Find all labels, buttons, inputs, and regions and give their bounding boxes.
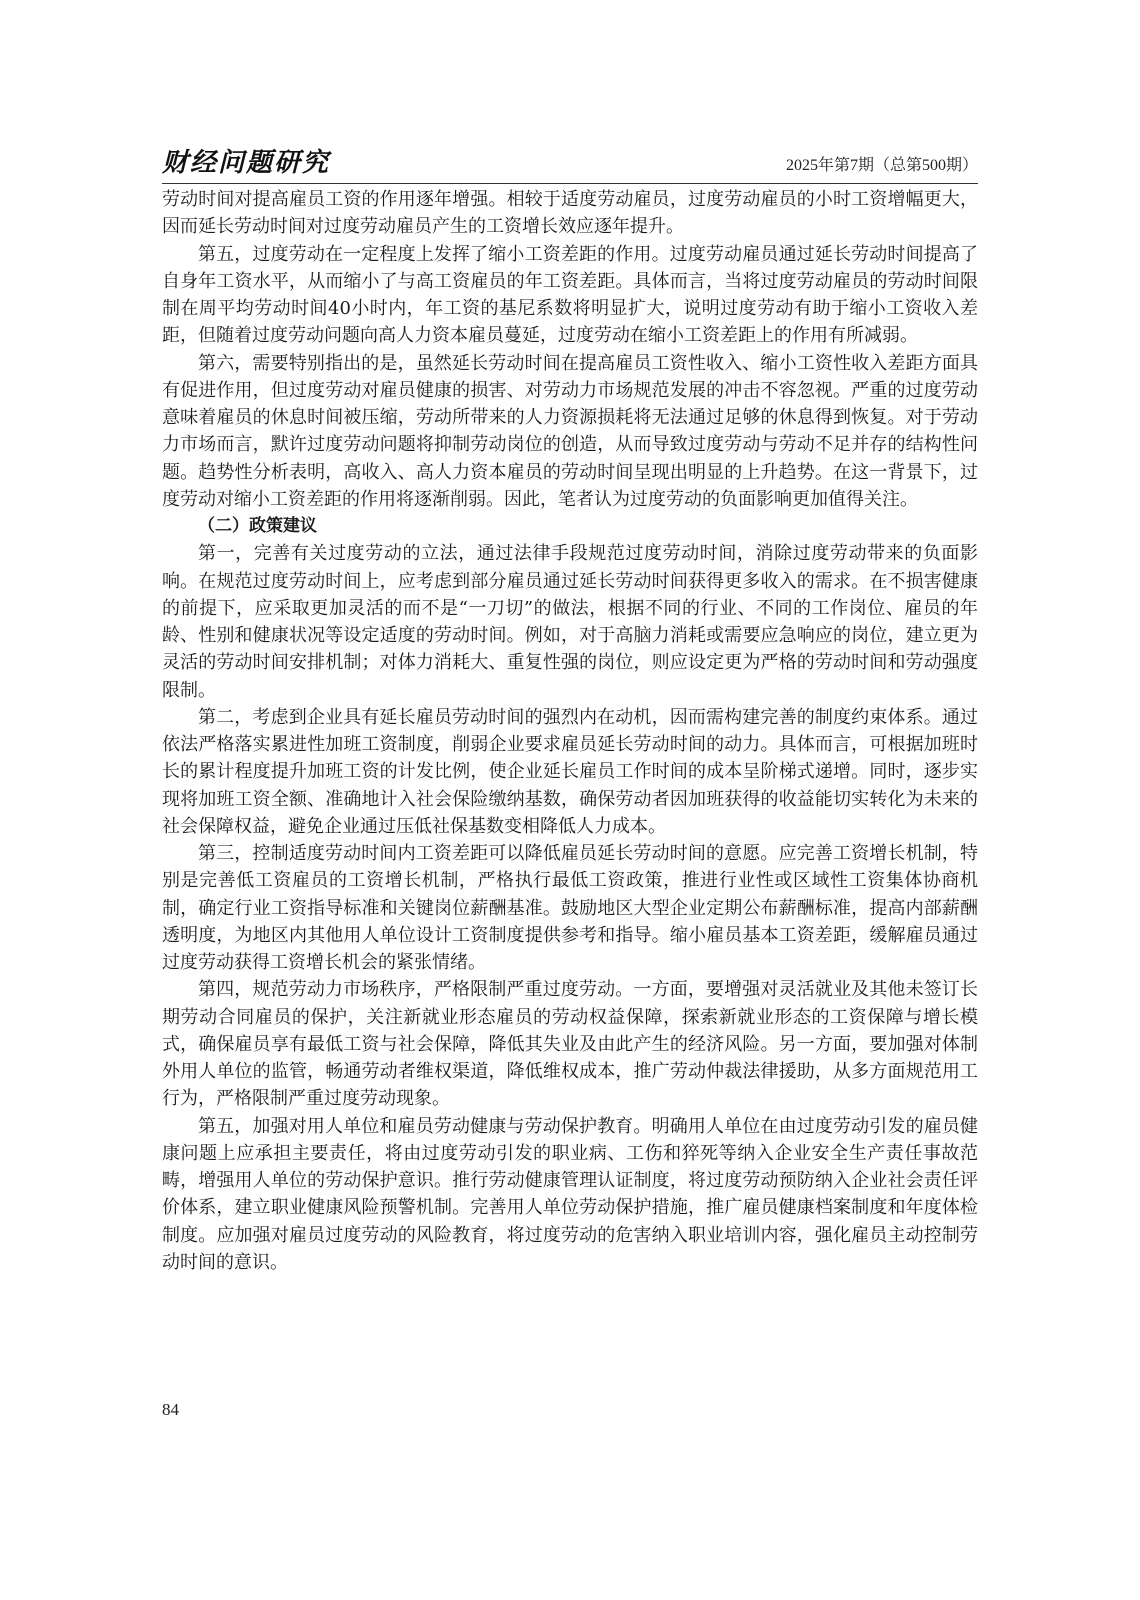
paragraph-policy-fifth: 第五，加强对用人单位和雇员劳动健康与劳动保护教育。明确用人单位在由过度劳动引发的雇员健康问题上应承担主要责任，将由过度劳动引发的职业病、工伤和猝死等纳入企业安全生产责任事故范畴，增强用人单位的劳动保护意识。推行劳动健康管理认证制度，将过度劳动预防纳入企业社会责任评价体系，建立职业健康风险预警机制。完善用人单位劳动保护措施，推广雇员健康档案制度和年度体检制度。应加强对雇员过度劳动的风险教育，将过度劳动的危害纳入职业培训内容，强化雇员主动控制劳动时间的意识。 [162, 1115, 978, 1273]
paragraph-sixth-finding: 第六，需要特别指出的是，虽然延长劳动时间在提高雇员工资性收入、缩小工资性收入差距方面具有促进作用，但过度劳动对雇员健康的损害、对劳动力市场规范发展的冲击不容忽视。严重的过度劳动意味着雇员的休息时间被压缩，劳动所带来的人力资源损耗将无法通过足够的休息得到恢复。对于劳动力市场而言，默许过度劳动问题将抑制劳动岗位的创造，从而导致过度劳动与劳动不足并存的结构性问题。趋势性分析表明，高收入、高人力资本雇员的劳动时间呈现出明显的上升趋势。在这一背景下，过度劳动对缩小工资差距的作用将逐渐削弱。因此，笔者认为过度劳动的负面影响更加值得关注。 [162, 352, 978, 510]
article-body [162, 186, 978, 1276]
issue-info: 2025年第7期（总第500期） [785, 157, 978, 174]
page-number: 84 [162, 1400, 179, 1419]
paragraph-policy-fourth: 第四，规范劳动力市场秩序，严格限制严重过度劳动。一方面，要增强对灵活就业及其他未签订长期劳动合同雇员的保护，关注新就业形态雇员的劳动权益保障，探索新就业形态的工资保障与增长模式，确保雇员享有最低工资与社会保障，降低其失业及由此产生的经济风险。另一方面，要加强对体制外用人单位的监管，畅通劳动者维权渠道，降低维权成本，推广劳动仲裁法律援助，从多方面规范用工行为，严格限制严重过度劳动现象。 [162, 979, 978, 1110]
paragraph-policy-first: 第一，完善有关过度劳动的立法，通过法律手段规范过度劳动时间，消除过度劳动带来的负面影响。在规范过度劳动时间上，应考虑到部分雇员通过延长劳动时间获得更多收入的需求。在不损害健康的前提下，应采取更加灵活的而不是“一刀切”的做法，根据不同的行业、不同的工作岗位、雇员的年龄、性别和健康状况等设定适度的劳动时间。例如，对于高脑力消耗或需要应急响应的岗位，建立更为灵活的劳动时间安排机制；对体力消耗大、重复性强的岗位，则应设定更为严格的劳动时间和劳动强度限制。 [162, 543, 978, 701]
paragraph-policy-third: 第三，控制适度劳动时间内工资差距可以降低雇员延长劳动时间的意愿。应完善工资增长机制，特别是完善低工资雇员的工资增长机制，严格执行最低工资政策，推进行业性或区域性工资集体协商机制，确定行业工资指导标准和关键岗位薪酬基准。鼓励地区大型企业定期公布薪酬标准，提高内部薪酬透明度，为地区内其他用人单位设计工资制度提供参考和指导。缩小雇员基本工资差距，缓解雇员通过过度劳动获得工资增长机会的紧张情绪。 [162, 843, 978, 973]
running-header [162, 140, 978, 180]
paragraph-policy-second: 第二，考虑到企业具有延长雇员劳动时间的强烈内在动机，因而需构建完善的制度约束体系。通过依法严格落实累进性加班工资制度，削弱企业要求雇员延长劳动时间的动力。具体而言，可根据加班时长的累计程度提升加班工资的计发比例，使企业延长雇员工作时间的成本呈阶梯式递增。同时，逐步实现将加班工资全额、准确地计入社会保险缴纳基数，确保劳动者因加班获得的收益能切实转化为未来的社会保障权益，避免企业通过压低社保基数变相降低人力成本。 [162, 706, 978, 837]
paragraph-continuation: 劳动时间对提高雇员工资的作用逐年增强。相较于适度劳动雇员，过度劳动雇员的小时工资增幅更大，因而延长劳动时间对过度劳动雇员产生的工资增长效应逐年提升。 [162, 189, 978, 238]
paragraph-fifth-finding: 第五，过度劳动在一定程度上发挥了缩小工资差距的作用。过度劳动雇员通过延长劳动时间提高了自身年工资水平，从而缩小了与高工资雇员的年工资差距。具体而言，当将过度劳动雇员的劳动时间限制在周平均劳动时间40小时内，年工资的基尼系数将明显扩大，说明过度劳动有助于缩小工资收入差距，但随着过度劳动问题向高人力资本雇员蔓延，过度劳动在缩小工资差距上的作用有所减弱。 [162, 243, 978, 347]
header-divider [162, 183, 978, 184]
journal-title: 财经问题研究 [162, 148, 331, 178]
section-heading-policy: （二）政策建议 [198, 516, 317, 536]
